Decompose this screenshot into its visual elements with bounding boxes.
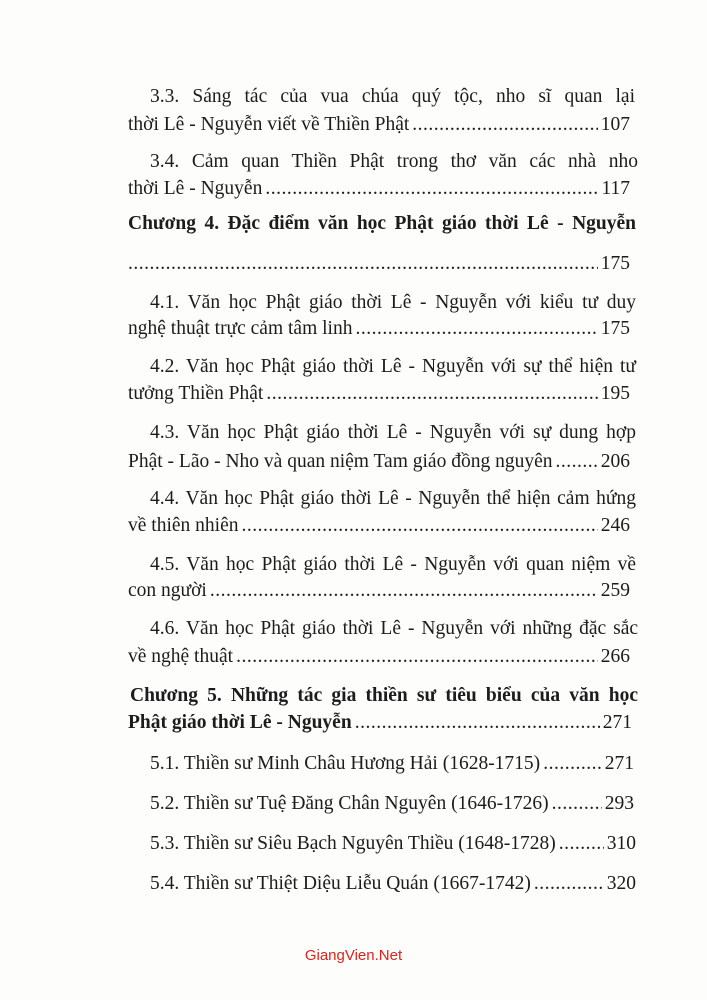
toc-entry-title: 5.4. Thiền sư Thiệt Diệu Liễu Quán (1667-1742) — [150, 873, 531, 894]
toc-entry-title: 4.3. Văn học Phật giáo thời Lê - Nguyễn với sự dung hợp — [150, 422, 636, 443]
toc-entry-title: 5.1. Thiền sư Minh Châu Hương Hải (1628-1715) — [150, 753, 541, 774]
watermark: GiangVien.Net — [304, 947, 403, 964]
leader-dots — [266, 379, 597, 409]
page-number: 259 — [600, 580, 630, 601]
leader-dots — [241, 511, 597, 541]
toc-entry-title-cont: Phật - Lão - Nho và quan niệm Tam giáo đồng nguyên — [128, 451, 553, 472]
page-number: 310 — [606, 833, 636, 854]
leader-dots — [412, 110, 597, 140]
page-number: 107 — [600, 114, 630, 135]
toc-entry-title: 3.4. Cảm quan Thiền Phật trong thơ văn các nhà nho — [150, 151, 638, 172]
toc-entry-title-cont: thời Lê - Nguyễn — [128, 178, 263, 199]
toc-entry-title-cont: tưởng Thiền Phật — [128, 383, 264, 404]
page-number: 117 — [601, 178, 630, 199]
leader-dots — [355, 314, 597, 344]
page-number: 246 — [600, 515, 630, 536]
toc-entry-title: 4.1. Văn học Phật giáo thời Lê - Nguyễn với kiểu tư duy — [150, 292, 636, 313]
page-number: 175 — [600, 318, 630, 339]
page-number: 293 — [604, 793, 634, 814]
toc-entry-title: 4.6. Văn học Phật giáo thời Lê - Nguyễn với những đặc sắc — [150, 618, 638, 639]
toc-entry-title: 3.3. Sáng tác của vua chúa quý tộc, nho sĩ quan lại — [150, 86, 635, 107]
toc-entry-title: 5.3. Thiền sư Siêu Bạch Nguyên Thiều (1648-1728) — [150, 833, 556, 854]
toc-entry-title-cont: thời Lê - Nguyễn viết về Thiền Phật — [128, 114, 410, 135]
chapter-title: Chương 5. Những tác gia thiền sư tiêu biểu của văn học — [130, 685, 638, 706]
toc-entry-title-cont: về thiên nhiên — [128, 515, 239, 536]
toc-entry-title: 5.2. Thiền sư Tuệ Đăng Chân Nguyên (1646-1726) — [150, 793, 549, 814]
leader-dots — [236, 642, 598, 672]
toc-entry-title-cont: nghệ thuật trực cảm tâm linh — [128, 318, 353, 339]
page-number: 266 — [600, 646, 630, 667]
page-number: 195 — [600, 383, 630, 404]
leader-dots — [210, 576, 598, 606]
leader-dots — [355, 708, 600, 738]
leader-dots — [555, 447, 597, 477]
leader-dots — [265, 174, 598, 204]
page-number: 175 — [600, 253, 630, 274]
leader-dots — [534, 869, 604, 899]
leader-dots — [543, 749, 602, 779]
chapter-title: Chương 4. Đặc điểm văn học Phật giáo thời Lê - Nguyễn — [128, 213, 636, 234]
toc-entry-title: 4.2. Văn học Phật giáo thời Lê - Nguyễn với sự thể hiện tư — [150, 356, 636, 377]
page-number: 271 — [604, 753, 634, 774]
toc-entry-title: 4.4. Văn học Phật giáo thời Lê - Nguyễn thể hiện cảm hứng — [150, 488, 636, 509]
toc-entry-title-cont: về nghệ thuật — [128, 646, 234, 667]
toc-entry-title-cont: con người — [128, 580, 207, 601]
toc-entry-title: 4.5. Văn học Phật giáo thời Lê - Nguyễn với quan niệm về — [150, 554, 636, 575]
page-number: 320 — [606, 873, 636, 894]
leader-dots — [128, 249, 598, 279]
page-number: 271 — [602, 712, 632, 733]
leader-dots — [559, 829, 604, 859]
page-number: 206 — [600, 451, 630, 472]
leader-dots — [552, 789, 602, 819]
chapter-title-cont: Phật giáo thời Lê - Nguyễn — [128, 712, 352, 733]
